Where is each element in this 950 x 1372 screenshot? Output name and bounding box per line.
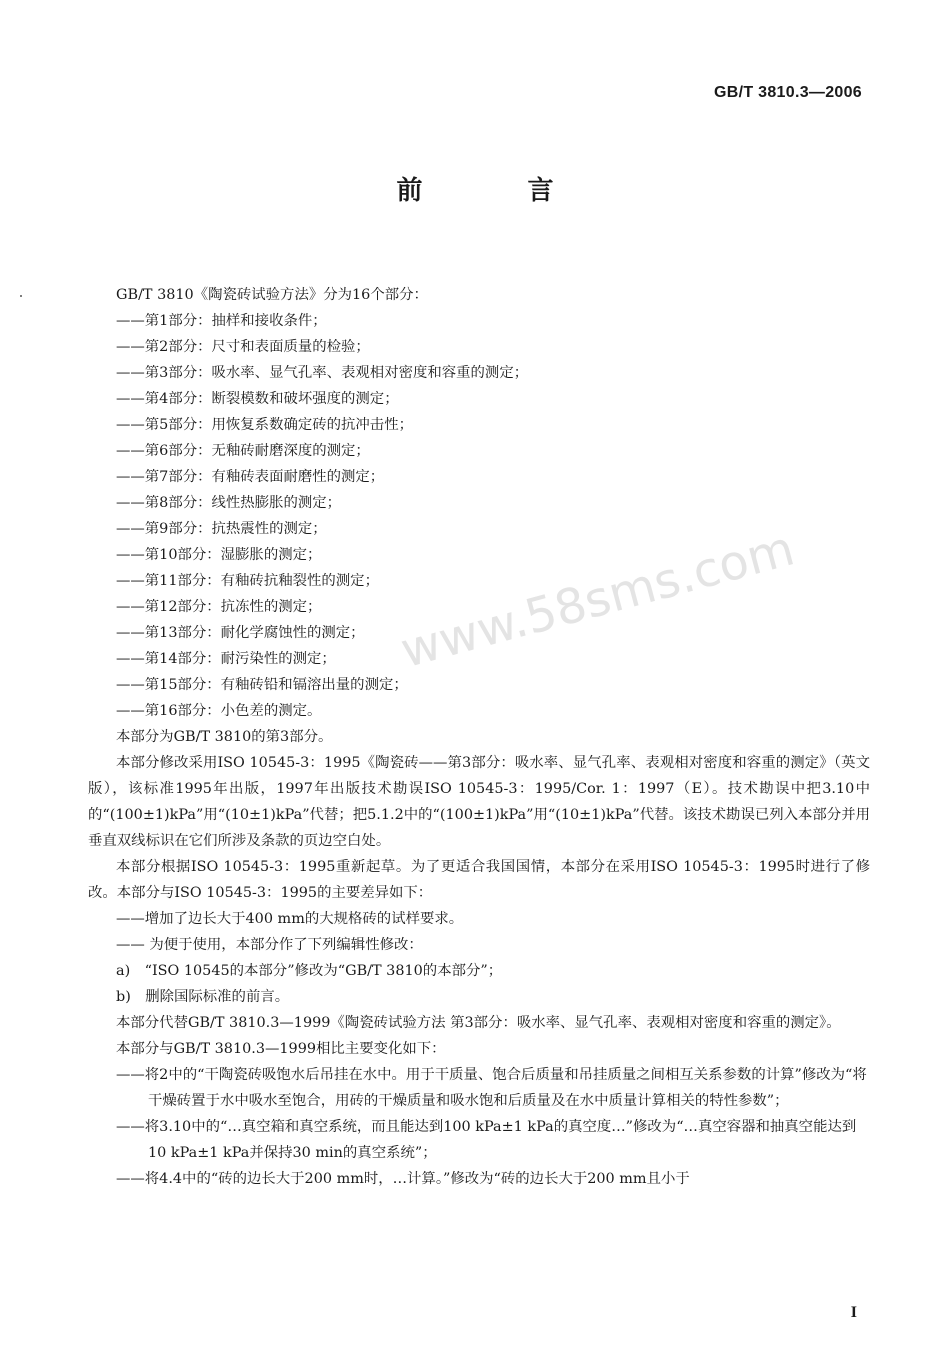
change-item-1: ——将2中的“干陶瓷砖吸饱水后吊挂在水中。用于干质量、饱合后质量和吊挂质量之间相互关系参数的计算”修改为“将干燥砖置于水中吸水至饱合，用砖的干燥质量和吸水饱和后质量及在水中质量计算相关的特性参数”； (116, 1067, 867, 1109)
intro-paragraph: GB/T 3810《陶瓷砖试验方法》分为16个部分： (116, 287, 428, 303)
part-item-9: ——第9部分：抗热震性的测定； (116, 521, 327, 537)
part-item-14: ——第14部分：耐污染性的测定； (116, 651, 336, 667)
page-title: 前 言 (396, 176, 602, 206)
part-item-2: ——第2部分：尺寸和表面质量的检验； (116, 339, 370, 355)
part-item-16: ——第16部分：小色差的测定。 (116, 703, 322, 719)
redraft-paragraph: 本部分根据ISO 10545-3：1995重新起草。为了更适合我国国情，本部分在采用ISO 10545-3：1995时进行了修改。本部分与ISO 10545-3：1995的主要差异如下： (88, 859, 870, 901)
edit-item-a: a) “ISO 10545的本部分”修改为“GB/T 3810的本部分”； (116, 963, 503, 979)
part-item-8: ——第8部分：线性热膨胀的测定； (116, 495, 342, 511)
adoption-paragraph: 本部分修改采用ISO 10545-3：1995《陶瓷砖——第3部分：吸水率、显气孔率、表观相对密度和容重的测定》（英文版），该标准1995年出版，1997年出版技术勘误ISO 10545-3：1995/Cor. 1：1997（E）。技术勘误中把3.10中的“(100±1)kPa”用“(10±1)kPa”代替；把5.1.2中的“(100±1)kPa”用“(10±1)kPa”代替。该技术勘误已列入本部分并用垂直双线标识在它们所涉及条款的页边空白处。 (88, 755, 870, 849)
part-item-15: ——第15部分：有釉砖铅和镉溶出量的测定； (116, 677, 408, 693)
part-item-3: ——第3部分：吸水率、显气孔率、表观相对密度和容重的测定； (116, 365, 529, 381)
scan-speck (20, 295, 22, 297)
standard-code: GB/T 3810.3—2006 (714, 84, 862, 101)
difference-item-1: ——增加了边长大于400 mm的大规格砖的试样要求。 (116, 911, 464, 927)
foreword-body (88, 282, 870, 1192)
change-item-3: ——将4.4中的“砖的边长大于200 mm时，…计算。”修改为“砖的边长大于200 mm且小于 (116, 1171, 690, 1187)
part-item-10: ——第10部分：湿膨胀的测定； (116, 547, 322, 563)
changes-intro-paragraph: 本部分与GB/T 3810.3—1999相比主要变化如下： (116, 1041, 446, 1057)
replacement-paragraph: 本部分代替GB/T 3810.3—1999《陶瓷砖试验方法 第3部分：吸水率、显气孔率、表观相对密度和容重的测定》。 (116, 1015, 841, 1031)
part-item-13: ——第13部分：耐化学腐蚀性的测定； (116, 625, 365, 641)
part-item-5: ——第5部分：用恢复系数确定砖的抗冲击性； (116, 417, 413, 433)
watermark: www.58sms.com (395, 520, 800, 680)
page-number: I (850, 1304, 857, 1321)
part-item-12: ——第12部分：抗冻性的测定； (116, 599, 322, 615)
this-part-paragraph: 本部分为GB/T 3810的第3部分。 (116, 729, 333, 745)
part-item-7: ——第7部分：有釉砖表面耐磨性的测定； (116, 469, 385, 485)
edit-item-b: b) 删除国际标准的前言。 (116, 989, 290, 1005)
part-item-4: ——第4部分：断裂模数和破坏强度的测定； (116, 391, 399, 407)
change-item-2: ——将3.10中的“…真空箱和真空系统，而且能达到100 kPa±1 kPa的真空度…”修改为“…真空容器和抽真空能达到10 kPa±1 kPa并保持30 min的真空系统”； (116, 1119, 857, 1161)
difference-item-2: —— 为便于使用，本部分作了下列编辑性修改： (116, 937, 423, 953)
part-item-1: ——第1部分：抽样和接收条件； (116, 313, 327, 329)
part-item-11: ——第11部分：有釉砖抗釉裂性的测定； (116, 573, 379, 589)
part-item-6: ——第6部分：无釉砖耐磨深度的测定； (116, 443, 370, 459)
